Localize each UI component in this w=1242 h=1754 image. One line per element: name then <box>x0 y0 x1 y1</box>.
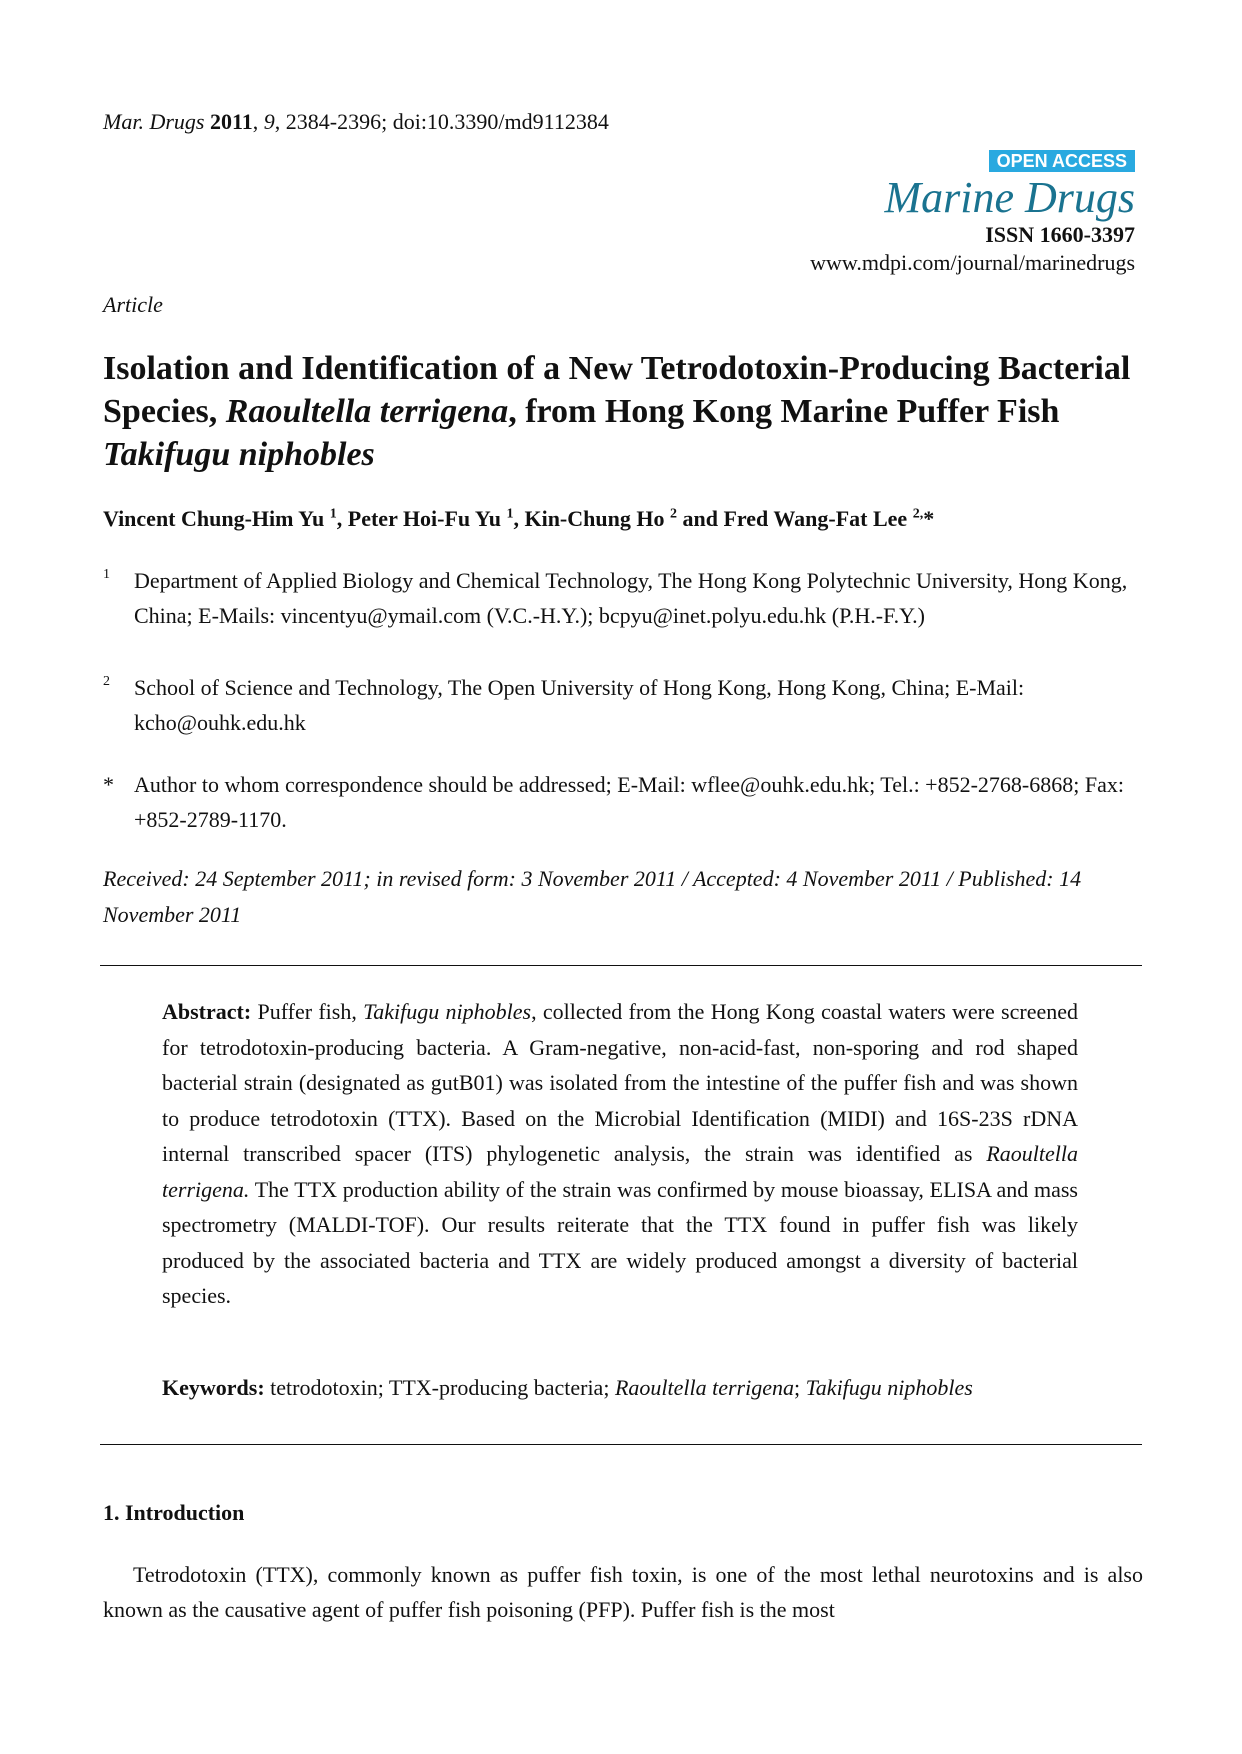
journal-name: Marine Drugs <box>884 173 1135 222</box>
affiliation-text: School of Science and Technology, The Open University of Hong Kong, Hong Kong, China; E-Mail: kcho@ouhk.edu.hk <box>134 675 1025 735</box>
affiliation-text: Department of Applied Biology and Chemical Technology, The Hong Kong Polytechnic University, Hong Kong, China; E-Mails: vincentyu@ymail.com (V.C.-H.Y.); bcpyu@inet.polyu.edu.hk (P.H.-F.Y.) <box>134 568 1128 628</box>
intro-paragraph: Tetrodotoxin (TTX), commonly known as puffer fish toxin, is one of the most lethal neurotoxins and is also known as the causative agent of puffer fish poisoning (PFP). Puffer fish is the most <box>103 1562 1143 1622</box>
journal-abbrev: Mar. Drugs <box>103 109 205 134</box>
journal-url[interactable]: www.mdpi.com/journal/marinedrugs <box>810 250 1135 275</box>
correspondence-text: Author to whom correspondence should be addressed; E-Mail: wflee@ouhk.edu.hk; Tel.: +852-2768-6868; Fax: +852-2789-1170. <box>134 772 1124 832</box>
title-part-2: , from Hong Kong Marine Puffer Fish <box>508 393 1060 430</box>
author-separator: , <box>336 506 348 531</box>
author-name: Vincent Chung-Him Yu <box>103 506 325 531</box>
abstract <box>162 994 1078 1314</box>
keywords-label: Keywords: <box>162 1375 265 1400</box>
author-affiliation-mark: 1 <box>329 506 337 522</box>
title-fish: Takifugu niphobles <box>103 436 375 473</box>
author-name: Fred Wang-Fat Lee <box>723 506 908 531</box>
author-name: Peter Hoi-Fu Yu <box>347 506 501 531</box>
keywords-italic-2: Takifugu niphobles <box>805 1375 973 1400</box>
corresponding-mark: * <box>923 506 935 531</box>
abstract-text-3: The TTX production ability of the strain was confirmed by mouse bioassay, ELISA and mass spectrometry (MALDI-TOF). Our results reiterate that the TTX found in puffer fish was likely produced by the associated bacteria and TTX are widely produced amongst a diversity of bacterial species. <box>162 1176 1078 1308</box>
citation-line <box>103 108 609 136</box>
author-affiliation-mark: 2, <box>912 506 924 522</box>
citation-volume: 9 <box>263 109 275 134</box>
author-affiliation-mark: 2 <box>669 506 677 522</box>
keywords-italic-1: Raoultella terrigena <box>614 1375 794 1400</box>
author-separator: and <box>676 506 724 531</box>
paper-title <box>103 347 1143 476</box>
correspondence-marker: * <box>103 772 114 797</box>
affiliation-2 <box>103 670 1143 740</box>
author-name: Kin-Chung Ho <box>524 506 665 531</box>
affiliation-marker: 2 <box>103 674 110 689</box>
keywords <box>162 1373 1082 1403</box>
keywords-text-1: tetrodotoxin; TTX-producing bacteria; <box>264 1375 615 1400</box>
author-separator: , <box>513 506 525 531</box>
title-part-1: Isolation and Identification of a New Tetrodotoxin-Producing Bacterial Species, <box>103 350 1131 430</box>
journal-brand <box>735 150 1135 278</box>
correspondence-note <box>103 767 1143 837</box>
keywords-text-2: ; <box>793 1375 806 1400</box>
abstract-label: Abstract: <box>162 999 252 1024</box>
open-access-badge: OPEN ACCESS <box>989 150 1135 172</box>
author-list <box>103 504 934 534</box>
divider-top <box>100 965 1142 966</box>
abstract-text-2: , collected from the Hong Kong coastal waters were screened for tetrodotoxin-producing bacteria. A Gram-negative, non-acid-fast, non-sporing and rod shaped bacterial strain (designated as gutB01) was isolated from the intestine of the puffer fish and was shown to produce tetrodotoxin (TTX). Based on the Microbial Identification (MIDI) and 16S-23S rDNA internal transcribed spacer (ITS) phylogenetic analysis, the strain was identified as <box>162 999 1078 1166</box>
title-species: Raoultella terrigena <box>225 393 509 430</box>
article-type: Article <box>103 292 163 317</box>
divider-bottom <box>100 1444 1142 1445</box>
citation-year: 2011 <box>209 109 253 134</box>
publication-dates: Received: 24 September 2011; in revised form: 3 November 2011 / Accepted: 4 November 2011 / Published: 14 November 2011 <box>103 866 1082 927</box>
affiliation-marker: 1 <box>103 567 110 582</box>
citation-sep: , <box>252 109 264 134</box>
affiliation-1 <box>103 563 1143 633</box>
abstract-text-1: Puffer fish, <box>251 999 364 1024</box>
section-heading: 1. Introduction <box>103 1500 245 1525</box>
issn: ISSN 1660-3397 <box>985 222 1135 247</box>
author-affiliation-mark: 1 <box>506 506 514 522</box>
citation-pages-doi: , 2384-2396; doi:10.3390/md9112384 <box>274 109 609 134</box>
abstract-italic-2: Raoultella terrigena. <box>162 1141 1078 1202</box>
abstract-italic-1: Takifugu niphobles <box>363 999 532 1024</box>
